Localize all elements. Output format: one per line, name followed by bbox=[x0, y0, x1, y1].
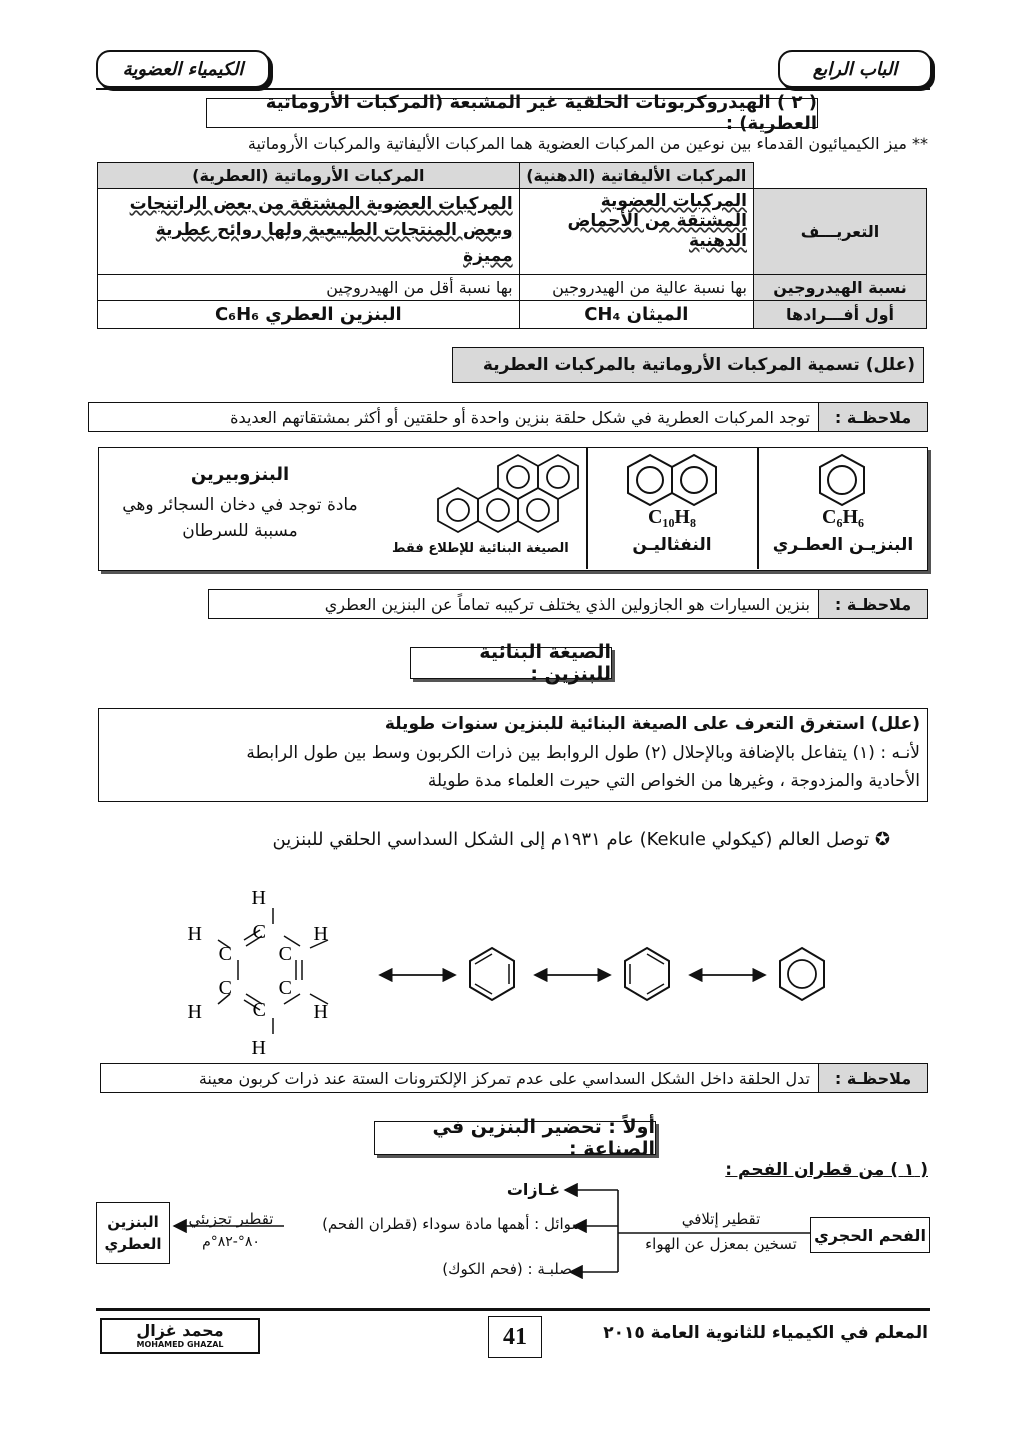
benzopyrene-structure-icon bbox=[424, 452, 580, 542]
aromatic-first-member: البنزين العطري C₆H₆ bbox=[98, 301, 520, 329]
process-bottom-label: تسخين بمعزل عن الهواء bbox=[645, 1235, 797, 1253]
solids-label: صلبـة : (فحم الكوك) bbox=[442, 1260, 572, 1278]
atom-h: H bbox=[187, 1001, 202, 1023]
aliphatic-definition: المركبات العضوية المشتقة من الأحماض الدهنية bbox=[519, 189, 753, 275]
distill-top-label: تقطير تجزيئي bbox=[188, 1210, 274, 1228]
reason-structure-line2: الأحادية والمزدوجة ، وغيرها من الخواص التي حيرت العلماء مدة طويلة bbox=[427, 771, 920, 791]
reason-aromatic-naming: (علل) تسمية المركبات الأروماتية بالمركبات العطرية bbox=[452, 347, 924, 383]
atom-h: H bbox=[251, 1037, 266, 1059]
chapter-label: الباب الرابع bbox=[778, 50, 932, 88]
kekule-statement: ✪ توصل العالم (كيكولي Kekule) عام ١٩٣١م إلى الشكل السداسي الحلقي للبنزين bbox=[272, 829, 890, 850]
page-number: 41 bbox=[488, 1316, 542, 1358]
author-logo bbox=[100, 1318, 260, 1354]
atom-c: C bbox=[278, 977, 292, 999]
header-divider bbox=[96, 88, 930, 90]
distill-bottom-label: ٨٠°-٨٢°م bbox=[202, 1234, 260, 1250]
row-label-hydrogen: نسبة الهيدروجين bbox=[754, 275, 927, 301]
note-tag: ملاحظـة : bbox=[818, 590, 927, 618]
structure-caption: الصيغة البنائية للإطلاع فقط bbox=[392, 541, 569, 556]
benzopyrene-name: البنزوبيرين bbox=[190, 464, 290, 485]
atom-h: H bbox=[313, 923, 328, 945]
note-text: توجد المركبات العطرية في شكل حلقة بنزين واحدة أو حلقتين أو أكثر بمشتقاتهم العديدة bbox=[230, 407, 810, 427]
process-top-label: تقطير إتلافي bbox=[681, 1210, 761, 1228]
atom-c: C bbox=[218, 977, 232, 999]
kekule-structure-icon bbox=[187, 880, 360, 1060]
coal-box: الفحم الحجري bbox=[810, 1217, 930, 1253]
aliphatic-first-member: الميثان CH₄ bbox=[519, 301, 753, 329]
note-text: تدل الحلقة داخل الشكل السداسي على عدم تمركز الإلكترونات الستة عند ذرات كربون معينة bbox=[198, 1068, 810, 1088]
benzopyrene-description: مادة توجد في دخان السجائر وهي مسببة للسرطان bbox=[122, 495, 358, 541]
reason-structure-question: (علل) استغرق التعرف على الصيغة البنائية للبنزين سنوات طويلة bbox=[384, 714, 920, 734]
atom-h: H bbox=[313, 1001, 328, 1023]
note-text: بنزين السيارات هو الجازولين الذي يختلف تركيبه تماماً عن البنزين العطري bbox=[324, 594, 810, 614]
aromatic-hydrogen: بها نسبة أقل من الهيدروچين bbox=[98, 275, 520, 301]
benzene-ring-icon bbox=[815, 452, 869, 508]
product-line2: العطري bbox=[104, 1235, 162, 1253]
atom-h: H bbox=[251, 887, 266, 909]
note-gasoline bbox=[208, 589, 928, 619]
industry-heading: أولاً : تحضير البنزين في الصناعة : bbox=[374, 1121, 656, 1155]
gases-label: غـازات bbox=[506, 1180, 560, 1199]
table-corner bbox=[754, 163, 927, 189]
atom-c: C bbox=[278, 943, 292, 965]
aromatic-definition: المركبات العضوية المشتقة من بعض الراتنجات وبعض المنتجات الطبيعية ولها روائح عطرية مميزة bbox=[98, 189, 520, 275]
row-label-first-member: أول أفـــرادها bbox=[754, 301, 927, 329]
benzene-formula: C₆H₆ bbox=[822, 506, 864, 528]
subject-label: الكيمياء العضوية bbox=[96, 50, 270, 88]
header-aliphatic: المركبات الأليفاتية (الدهنية) bbox=[519, 163, 753, 189]
resonance-forms-icon bbox=[370, 940, 840, 1010]
footer-divider bbox=[96, 1308, 930, 1311]
atom-c: C bbox=[252, 999, 266, 1021]
note-benzene-rings bbox=[88, 402, 928, 432]
atom-c: C bbox=[218, 943, 232, 965]
liquids-label: سوائل : أهمها مادة سوداء (قطران الفحم) bbox=[322, 1215, 584, 1233]
header-aromatic: المركبات الأروماتية (العطرية) bbox=[98, 163, 520, 189]
logo-arabic: محمد غزال bbox=[136, 1321, 224, 1340]
note-tag: ملاحظـة : bbox=[818, 403, 927, 431]
intro-text: ** ميز الكيميائيون القدماء بين نوعين من المركبات العضوية هما المركبات الأليفاتية والمركبات الأروماتية bbox=[247, 134, 928, 153]
reason-structure-line1: لأنـه : (١) يتفاعل بالإضافة وبالإحلال (٢) طول الروابط بين ذرات الكربون وسط بين طول الرابطة bbox=[246, 743, 920, 763]
footer-book-title: المعلم في الكيمياء للثانوية العامة ٢٠١٥ bbox=[603, 1323, 928, 1343]
structure-heading: الصيغة البنائية للبنزين : bbox=[410, 647, 612, 679]
atom-c: C bbox=[252, 921, 266, 943]
note-tag: ملاحظـة : bbox=[818, 1064, 927, 1092]
naphthalene-ring-icon bbox=[626, 452, 718, 508]
product-line1: البنزين bbox=[107, 1213, 159, 1231]
comparison-table bbox=[97, 162, 927, 329]
aliphatic-hydrogen: بها نسبة عالية من الهيدروجين bbox=[519, 275, 753, 301]
logo-english: MOHAMED GHAZAL bbox=[136, 1340, 224, 1349]
naphthalene-formula: C₁₀H₈ bbox=[648, 506, 696, 528]
benzene-name: البنزيـن العطـري bbox=[772, 535, 914, 555]
coal-tar-heading: ( ١ ) من قطران الفحم : bbox=[725, 1160, 928, 1180]
compounds-divider-1 bbox=[757, 447, 759, 569]
row-label-definition: التعريـــف bbox=[754, 189, 927, 275]
note-delocalization bbox=[100, 1063, 928, 1093]
naphthalene-name: النفثاليـن bbox=[632, 535, 712, 555]
section-title: ( ٢ ) الهيدروكربونات الحلقية غير المشبعة (المركبات الأروماتية العطرية) : bbox=[206, 98, 818, 128]
product-box bbox=[96, 1202, 170, 1264]
atom-h: H bbox=[187, 923, 202, 945]
